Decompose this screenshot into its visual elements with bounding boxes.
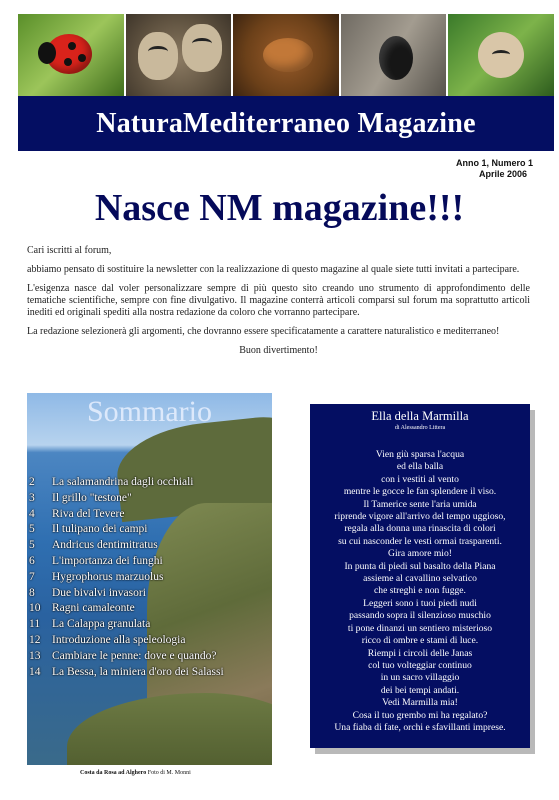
summary-item-page: 5 [29, 539, 35, 552]
summary-item-title: La Bessa, la miniera d'oro dei Salassi [52, 665, 224, 678]
summary-item-page: 7 [29, 570, 35, 583]
poem-line: che streghi e non fugge. [374, 585, 466, 597]
summary-item [27, 491, 224, 507]
summary-item-title: Ragni camaleonte [52, 602, 135, 615]
summary-panel [27, 393, 272, 765]
summary-item-page: 10 [29, 602, 41, 615]
summary-item-page: 5 [29, 523, 35, 536]
intro-closing: Buon divertimento! [239, 345, 318, 356]
summary-item-page: 12 [29, 633, 41, 646]
magazine-title: NaturaMediterraneo Magazine [96, 107, 476, 139]
summary-item-title: Il grillo "testone" [52, 491, 132, 504]
summary-item [27, 633, 224, 649]
poem-line: su cui nasconder le vesti ormai trasparenti. [338, 535, 502, 547]
summary-item-page: 2 [29, 476, 35, 488]
summary-item [27, 538, 224, 554]
poem-line: ricco di ombre e stami di luce. [361, 635, 479, 647]
poem-line: assieme al cavallino selvatico [363, 573, 477, 585]
summary-item [27, 617, 224, 633]
poem-title: Ella della Marmilla [371, 409, 469, 423]
poem-line: passando sopra il silenzioso muschio [349, 610, 491, 622]
poem-line: mentre le gocce le fan splendere il viso. [343, 486, 497, 498]
intro-greeting: Cari iscritti al forum, [27, 245, 112, 256]
intro-paragraph-2: L'esigenza nasce dal voler personalizzare sempre di più questo sito creando uno strumento di approfondimento delle tematiche scientifiche, sempre con fine divulgativo. Il magazine conterrà articoli comparsi sul forum ma soprattutto articoli inediti ed originali spediti alla nostra redazione da coloro che vorranno partecipare. [27, 283, 530, 318]
poem-line: col tuo volteggiar continuo [368, 659, 472, 671]
summary-item-title: Due bivalvi invasori [52, 586, 146, 599]
headline: Nasce NM magazine!!! [94, 187, 465, 229]
poem-line: ed ella balla [396, 461, 444, 473]
poem-line: Vien giù sparsa l'acqua [375, 449, 465, 460]
intro-paragraph-3: La redazione selezionerà gli argomenti, che dovranno essere specificatamente a carattere naturalistico e mediterraneo! [27, 326, 500, 337]
poem-line: ti pone dinanzi un sentiero misterioso [347, 622, 493, 634]
poem-lines [310, 449, 530, 734]
summary-item-page: 13 [29, 649, 41, 662]
summary-item-title: L'importanza dei funghi [52, 554, 163, 567]
poem-line: Riempi i circoli delle Janas [367, 647, 473, 659]
summary-title: Sommario [87, 395, 212, 428]
ladybug-photo [18, 14, 124, 96]
issue-number: Anno 1, Numero 1 [455, 158, 533, 168]
summary-item-page: 3 [29, 491, 35, 504]
summary-item [27, 475, 224, 491]
summary-item [27, 665, 224, 681]
poem-line: Leggeri sono i tuoi piedi nudi [363, 597, 477, 609]
masthead-banner [18, 96, 554, 151]
poem-line: In punta di piedi sul basalto della Piana [344, 560, 496, 572]
summary-item [27, 649, 224, 665]
summary-item-title: Il tulipano dei campi [52, 523, 148, 536]
summary-list [27, 475, 224, 680]
owl-chicks-photo [126, 14, 232, 96]
poem-line: Cosa il tuo grembo mi ha regalato? [352, 709, 488, 721]
beetle-photo [341, 14, 447, 96]
summary-item-title: La salamandrina dagli occhiali [52, 476, 194, 488]
summary-item-page: 14 [29, 665, 41, 678]
summary-item-title: Riva del Tevere [52, 507, 125, 520]
caption-credit: Foto di M. Monni [147, 770, 191, 776]
summary-item-page: 8 [29, 586, 35, 599]
summary-item-title: La Calappa granulata [52, 618, 151, 631]
poem-line: Vedi Marmilla mia! [382, 697, 458, 709]
summary-item-title: Andricus dentimitratus [52, 539, 158, 552]
caption-place: Costa da Rosa ad Alghero [80, 770, 147, 776]
poem-author: di Alessandro Littera [394, 425, 446, 431]
issue-info [456, 158, 533, 180]
frog-photo [233, 14, 339, 96]
poem-line: Gira amore mio! [388, 548, 452, 560]
poem-line: regala alla donna una rinascita di colori [344, 523, 496, 535]
poem-line: Una fiaba di fate, orchi e sfavillanti imprese. [334, 721, 506, 733]
summary-item [27, 586, 224, 602]
summary-item-page: 11 [29, 618, 41, 631]
intro-paragraph-1: abbiamo pensato di sostituire la newsletter con la realizzazione di questo magazine al quale siete tutti invitati a partecipare. [27, 264, 520, 275]
poem-line: in un sacro villaggio [380, 672, 460, 684]
summary-item-title: Hygrophorus marzuolus [52, 570, 164, 583]
summary-item [27, 522, 224, 538]
summary-item-page: 6 [29, 554, 35, 567]
poem-line: riprende vigore all'arrivo del tempo uggioso, [334, 511, 506, 523]
summary-item-title: Introduzione alla speleologia [52, 633, 186, 646]
summary-item-title: Cambiare le penne: dove e quando? [52, 649, 217, 662]
poem-line: con i vestiti al vento [381, 473, 459, 485]
summary-item [27, 507, 224, 523]
summary-item [27, 554, 224, 570]
poem-line: dei bei tempi andati. [380, 684, 460, 696]
poem-box [310, 404, 530, 748]
poem-line: Il Tamerice sente l'aria umida [363, 498, 477, 510]
summary-item [27, 570, 224, 586]
photo-caption [80, 770, 191, 776]
weasel-photo [448, 14, 554, 96]
masthead-photo-strip [18, 14, 554, 96]
summary-item-page: 4 [29, 507, 35, 520]
summary-item [27, 601, 224, 617]
issue-date: Aprile 2006 [478, 169, 527, 179]
intro-text [27, 245, 530, 364]
